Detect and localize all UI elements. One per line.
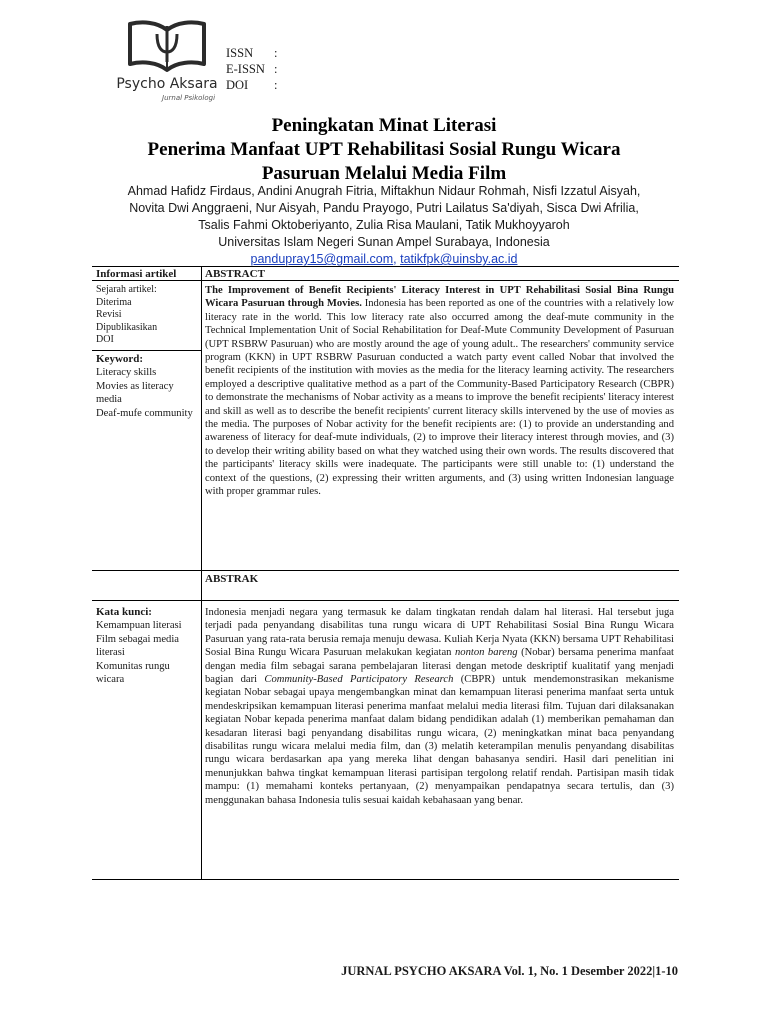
abstract-lead-title: The Improvement of Benefit Recipients' Literacy Interest in UPT Rehabilitasi Sosial Bina Rungu Wicara Pasuruan through Movies. bbox=[205, 285, 674, 310]
eissn-sep: : bbox=[274, 62, 278, 76]
issn-sep: : bbox=[274, 46, 278, 60]
abstrak-part-3: (CBPR) untuk mendemonstrasikan mekanisme kegiatan Nobar sebagai upaya mengembangkan minat dan kemampuan literasi penerima manfaat serta untuk mendeskripsikan kemampuan literasi penerima manfaat melalui media literasi film. Tujuan dari dilaksanakan kegiatan Nobar kepada penerima manfaat dalam bidang pendidikan adalah (1) memberikan pemahaman dan kesadaran literasi bagi penyandang disabilitas rungu wicara, (2) meningkatkan minat baca penyandang disabilitas rungu wicara melalui media film, dan (3) melatih keterampilan menulis penyandang disabilitas rungu wicara berdasarkan apa yang mereka lihat dengan bahasanya sendiri. Hasil dari penelitian ini menunjukkan bahwa tingkat kemampuan literasi partisipan tergolong relatif rendah. Partisipan masih tidak mampu: (1) memahami konteks pertanyaan, (2) menyampaikan pendapatnya secara tertulis, dan (3) menggunakan bahasa Indonesia tulis sesuai kaidah kebahasaan yang benar. bbox=[205, 674, 674, 806]
journal-footer: JURNAL PSYCHO AKSARA Vol. 1, No. 1 Desember 2022|1-10 bbox=[341, 964, 678, 978]
abstrak-part-2: (Nobar) bersama penerima manfaat dengan media film sebagai sarana pembelajaran literasi dengan metode deskriptif kualitatif yang menjadi bagian dari bbox=[205, 647, 674, 686]
kata-kunci-header: Kata kunci: bbox=[96, 606, 152, 618]
doi-label: DOI bbox=[226, 78, 249, 92]
keyword-item: Literacy skills bbox=[96, 367, 157, 379]
eissn-label: E-ISSN bbox=[226, 62, 265, 76]
keyword-item: Movies as literacy media bbox=[96, 380, 174, 406]
info-header: Informasi artikel bbox=[96, 268, 177, 280]
keyword-block bbox=[96, 353, 198, 420]
kata-kunci-item: Komunitas rungu wicara bbox=[96, 660, 170, 686]
abstrak-header: ABSTRAK bbox=[205, 573, 259, 585]
abstrak-italic-2: Community-Based Participatory Research bbox=[264, 674, 454, 686]
issn-label: ISSN bbox=[226, 46, 254, 60]
identifier-block bbox=[226, 45, 277, 93]
kata-kunci-item: Kemampuan literasi bbox=[96, 620, 182, 632]
affiliation: Universitas Islam Negeri Sunan Ampel Surabaya, Indonesia bbox=[218, 235, 550, 249]
history-label: Sejarah artikel: bbox=[96, 284, 157, 295]
published-label: Dipublikasikan bbox=[96, 321, 158, 333]
abstrak-italic-1: nonton bareng bbox=[454, 647, 518, 659]
doi-sep: : bbox=[274, 78, 278, 92]
table-rule-abstrak-header bbox=[92, 600, 679, 601]
title-line-3: Pasuruan Melalui Media Film bbox=[261, 163, 507, 184]
info-divider bbox=[92, 350, 201, 351]
email-separator: , bbox=[393, 252, 401, 266]
abstrak-text bbox=[205, 606, 674, 807]
journal-logo bbox=[112, 14, 222, 106]
eissn-row bbox=[226, 61, 277, 77]
authors-line-3: Tsalis Fahmi Oktoberiyanto, Zulia Risa Maulani, Tatik Mukhoyyaroh bbox=[198, 218, 570, 232]
abstract-header: ABSTRACT bbox=[205, 268, 265, 280]
logo-subtitle: Jurnal Psikologi bbox=[162, 94, 216, 102]
title-line-2: Penerima Manfaat UPT Rehabilitasi Sosial Rungu Wicara bbox=[147, 139, 621, 160]
table-rule-bottom bbox=[92, 879, 679, 880]
open-book-psi-icon bbox=[124, 18, 210, 76]
kata-kunci-item: Film sebagai media literasi bbox=[96, 633, 179, 659]
doi-article-label: DOI bbox=[96, 334, 114, 346]
logo-name: Psycho Aksara bbox=[116, 76, 218, 92]
authors-line-1: Ahmad Hafidz Firdaus, Andini Anugrah Fitria, Miftakhun Nidaur Rohmah, Nisfi Izzatul Aisyah, bbox=[127, 184, 641, 198]
title-line-1: Peningkatan Minat Literasi bbox=[271, 115, 497, 136]
keyword-header: Keyword: bbox=[96, 353, 144, 365]
issn-row bbox=[226, 45, 277, 61]
email-link-2[interactable]: tatikfpk@uinsby.ac.id bbox=[400, 252, 518, 266]
table-rule-mid bbox=[92, 570, 679, 571]
table-rule-top bbox=[92, 266, 679, 267]
keyword-item: Deaf-mufe community bbox=[96, 407, 193, 419]
abstract-text bbox=[205, 284, 674, 499]
abstrak-part-1: Indonesia menjadi negara yang termasuk ke dalam tingkatan rendah dalam hal literasi. Hal tersebut juga terjadi pada penyandang disabilitas tuna rungu wicara di UPT Rehabilitasi Sosial Bina Rungu Wicara Pasuruan yang rata-rata berusia remaja menuju dewasa. Kuliah Kerja Nyata (KKN) bersama UPT Rehabilitasi Sosial Bina Rungu Wicara Pasuruan melakukan kegiatan bbox=[205, 607, 674, 659]
article-history bbox=[96, 284, 198, 347]
received-label: Diterima bbox=[96, 296, 132, 308]
abstract-body: Indonesia has been reported as one of the countries with a relatively low literacy rate in the world. This low literacy rate also occurred among the deaf-mute community in the Technical Implementation Unit of Social Rehabilitation for Deaf-Mute Community Development of Pasuruan (UPT RSBRW Pasuruan) who are mostly around the age of young adult.. The researchers' community service program (KKN) in UPT RSBRW Pasuruan conducted a watch party event called Nobar that involved the benefit recipients of the institution with movies as the media for the literacy learning activity. The researchers employed a descriptive qualitative method as a part of the Community-Based Participatory Research (CBPR) to demonstrate the mechanisms of Nobar activity as a means to improve the benefit recipients' literacy interest and skill as well as to describe the benefit recipients' current literacy skills intervened by the use of movies as the media. The purposes of Nobar activity for the benefit recipients are: (1) to provide an understanding and awareness of literacy for deaf-mute individuals, (2) to improve their literacy interest through movies, and (3) to develop their writing ability based on what they watched using their own words. The results discovered that the participants' literacy skills were inadequate. The participants were still unable to: (1) understand the context of the questions, (2) expressing their written arguments, and (3) using written Indonesian language with proper grammar rules. bbox=[205, 298, 674, 498]
authors-line-2: Novita Dwi Anggraeni, Nur Aisyah, Pandu Prayogo, Putri Lailatus Sa'diyah, Sisca Dwi Afrilia, bbox=[129, 201, 639, 215]
author-block bbox=[60, 183, 708, 268]
table-column-divider bbox=[201, 266, 202, 879]
kata-kunci-block bbox=[96, 606, 198, 686]
email-link-1[interactable]: pandupray15@gmail.com bbox=[250, 252, 394, 266]
revised-label: Revisi bbox=[96, 309, 122, 321]
paper-title bbox=[0, 114, 768, 186]
doi-row bbox=[226, 77, 277, 93]
